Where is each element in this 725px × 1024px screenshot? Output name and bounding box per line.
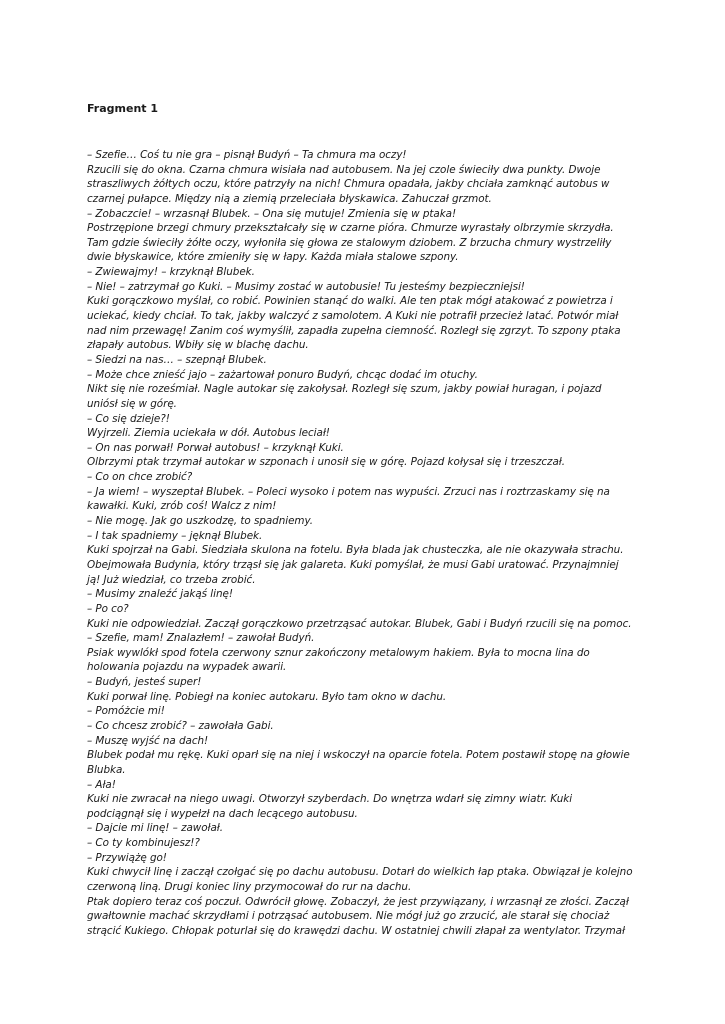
text-line: – Ała! [87, 778, 116, 791]
text-line: – Nie! – zatrzymał go Kuki. – Musimy zostać w autobusie! Tu jesteśmy bezpieczniejsi! [87, 280, 525, 293]
text-line: Tam gdzie świeciły żółte oczy, wyłoniła się głowa ze stalowym dziobem. Z brzucha chmury wystrzeliły [87, 236, 612, 249]
text-line: – Zobaczcie! – wrzasnął Blubek. – Ona się mutuje! Zmienia się w ptaka! [87, 207, 457, 220]
text-line: – I tak spadniemy – jęknął Blubek. [87, 529, 263, 542]
text-line: – Ja wiem! – wyszeptał Blubek. – Poleci wysoko i potem nas wypuści. Zrzuci nas i roztrzaskamy się na [87, 485, 610, 498]
text-line: uciekać, kiedy chciał. To tak, jakby walczyć z samolotem. A Kuki nie potrafił przecież latać. Potwór miał [87, 310, 619, 323]
text-line: – Dajcie mi linę! – zawołał. [87, 822, 223, 835]
text-line: – Zwiewajmy! – krzyknął Blubek. [87, 266, 255, 279]
text-line: złapały autobus. Wbiły się w blachę dachu. [87, 339, 309, 352]
text-line: gwałtownie machać skrzydłami i potrząsać autobusem. Nie mógł już go zrzucić, ale starał się chociaż [87, 910, 610, 923]
text-line: Kuki chwycił linę i zaczął czołgać się po dachu autobusu. Dotarł do wielkich łap ptaka. Obwiązał je kolejno [87, 866, 633, 879]
text-line: – On nas porwał! Porwał autobus! – krzyknął Kuki. [87, 441, 344, 454]
text-line: Blubka. [87, 763, 126, 776]
text-line: podciągnął się i wypełzł na dach lecącego autobusu. [87, 807, 358, 820]
text-line: Nikt się nie roześmiał. Nagle autokar się zakołysał. Rozległ się szum, jakby powiał huragan, i pojazd [87, 383, 602, 396]
text-line: Kuki porwał linę. Pobiegł na koniec autokaru. Było tam okno w dachu. [87, 690, 447, 703]
text-line: strącić Kukiego. Chłopak poturlał się do krawędzi dachu. W ostatniej chwili złapał za wentylator. Trzymał [87, 924, 625, 937]
text-line: uniósł się w górę. [87, 397, 177, 410]
text-line: Ptak dopiero teraz coś poczuł. Odwrócił głowę. Zobaczył, że jest przywiązany, i wrzasnął ze złości. Zaczął [87, 895, 629, 908]
text-line: holowania pojazdu na wypadek awarii. [87, 661, 287, 674]
text-line: – Po co? [87, 602, 129, 615]
text-line: dwie błyskawice, które zmieniły się w łapy. Każda miała stalowe szpony. [87, 251, 459, 264]
text-line: – Siedzi na nas… – szepnął Blubek. [87, 353, 267, 366]
text-line: – Szefie, mam! Znalazłem! – zawołał Budyń. [87, 632, 315, 645]
text-line: Obejmowała Budynia, który trząsł się jak galareta. Kuki pomyślał, że musi Gabi uratować. Przynajmniej [87, 558, 619, 571]
text-line: Rzucili się do okna. Czarna chmura wisiała nad autobusem. Na jej czole świeciły dwa punkty. Dwoje [87, 163, 601, 176]
text-line: – Może chce znieść jajo – zażartował ponuro Budyń, chcąc dodać im otuchy. [87, 368, 478, 381]
text-line: czarnej pułapce. Między nią a ziemią przeleciała błyskawica. Zahuczał grzmot. [87, 192, 492, 205]
text-line: Kuki nie zwracał na niego uwagi. Otworzył szyberdach. Do wnętrza wdarł się zimny wiatr. Kuki [87, 793, 573, 806]
text-line: – Co ty kombinujesz!? [87, 837, 200, 850]
text-line: Psiak wywlókł spod fotela czerwony sznur zakończony metalowym hakiem. Była to mocna lina do [87, 646, 590, 659]
text-line: – Co chcesz zrobić? – zawołała Gabi. [87, 719, 274, 732]
text-line: Postrzępione brzegi chmury przekształcały się w czarne pióra. Chmurze wyrastały olbrzymie skrzydła. [87, 222, 614, 235]
text-line: – Pomóżcie mi! [87, 705, 165, 718]
text-line: Blubek podał mu rękę. Kuki oparł się na niej i wskoczył na oparcie fotela. Potem postawił stopę na głowie [87, 749, 630, 762]
text-line: – Szefie… Coś tu nie gra – pisnął Budyń – Ta chmura ma oczy! [87, 149, 407, 161]
text-line: – Musimy znaleźć jakąś linę! [87, 588, 233, 601]
text-line: Kuki spojrzał na Gabi. Siedziała skulona na fotelu. Była blada jak chusteczka, ale nie okazywała strachu. [87, 544, 624, 557]
text-line: Kuki nie odpowiedział. Zaczął gorączkowo przetrząsać autokar. Blubek, Gabi i Budyń rzucili się na pomoc. [87, 617, 632, 630]
text-line: Wyjrzeli. Ziemia uciekała w dół. Autobus leciał! [87, 427, 330, 440]
text-line: Kuki gorączkowo myślał, co robić. Powinien stanąć do walki. Ale ten ptak mógł atakować z powietrza i [87, 295, 613, 308]
text-line: – Co on chce zrobić? [87, 471, 193, 484]
text-line: straszliwych żółtych oczu, które patrzyły na nich! Chmura opadała, jakby chciała zamknąć autobus w [87, 178, 610, 191]
text-line: – Co się dzieje?! [87, 412, 170, 425]
text-line: ją! Już wiedział, co trzeba zrobić. [87, 573, 256, 586]
text-line: Olbrzymi ptak trzymał autokar w szponach i unosił się w górę. Pojazd kołysał się i trzeszczał. [87, 456, 565, 469]
text-line: – Przywiążę go! [87, 851, 167, 864]
text-line: – Budyń, jesteś super! [87, 676, 202, 689]
text-line: kawałki. Kuki, zrób coś! Walcz z nim! [87, 500, 277, 513]
text-line: nad nim przewagę! Zanim coś wymyślił, zapadła zupełna ciemność. Rozległ się zgrzyt. To szpony ptaka [87, 324, 621, 337]
text-line: – Nie mogę. Jak go uszkodzę, to spadniemy. [87, 515, 314, 528]
text-line: czerwoną liną. Drugi koniec liny przymocował do rur na dachu. [87, 881, 412, 894]
story-text [87, 148, 647, 939]
fragment-heading: Fragment 1 [87, 102, 159, 115]
text-line: – Muszę wyjść na dach! [87, 734, 209, 747]
